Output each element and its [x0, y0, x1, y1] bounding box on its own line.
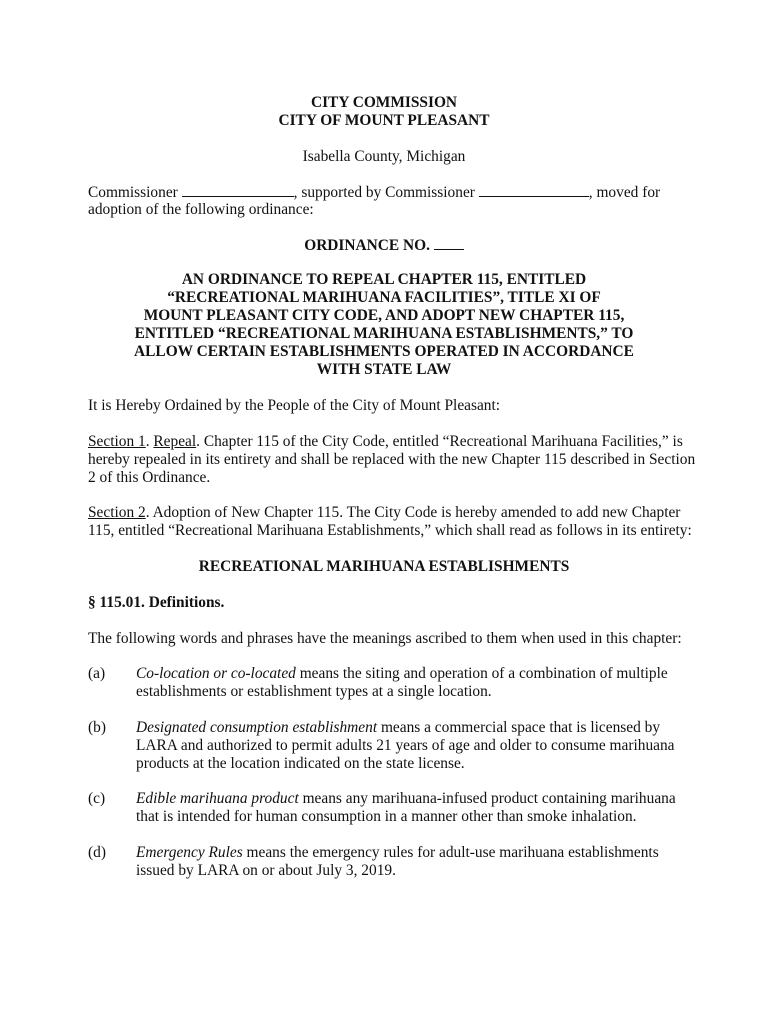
ordinance-number-blank	[434, 236, 464, 250]
definition-b-line-1	[136, 719, 680, 737]
definition-text: means any marihuana-infused product containing marihuana	[298, 790, 676, 807]
motion-line-1	[88, 183, 680, 202]
definitions-heading: § 115.01. Definitions.	[88, 594, 225, 611]
definition-a-line-1	[136, 665, 680, 683]
definition-term: Edible marihuana product	[136, 790, 299, 807]
definition-term: Co-location or co-located	[136, 665, 296, 682]
ordinance-number	[86, 236, 682, 255]
definition-label: (d)	[88, 844, 106, 861]
ordinance-title-line: ALLOW CERTAIN ESTABLISHMENTS OPERATED IN ACCORDANCE	[134, 343, 634, 360]
definition-term: Emergency Rules	[136, 844, 243, 861]
section-1-line-3: 2 of this Ordinance.	[88, 469, 211, 486]
county-line: Isabella County, Michigan	[302, 148, 466, 165]
motion-line-2: adoption of the following ordinance:	[88, 201, 314, 218]
section-1-text-1: . Chapter 115 of the City Code, entitled “Recreational Marihuana Facilities,” is	[196, 433, 683, 450]
motion-moved: , moved for	[588, 184, 661, 201]
section-2-text-1: . Adoption of New Chapter 115. The City Code is hereby amended to add new Chapter	[145, 504, 681, 521]
ordinance-title-line: MOUNT PLEASANT CITY CODE, AND ADOPT NEW CHAPTER 115,	[143, 307, 625, 324]
ordinance-title-line: “RECREATIONAL MARIHUANA FACILITIES”, TITLE XI OF	[167, 289, 601, 306]
header-line-1: CITY COMMISSION	[310, 94, 458, 111]
definition-label: (a)	[88, 665, 106, 682]
ordinance-number-label: ORDINANCE NO.	[304, 237, 430, 254]
commissioner-blank-2	[479, 183, 589, 197]
definition-b-line-3: products at the location indicated on the state license.	[136, 755, 465, 772]
chapter-title: RECREATIONAL MARIHUANA ESTABLISHMENTS	[198, 558, 570, 575]
ordinance-title-line: ENTITLED “RECREATIONAL MARIHUANA ESTABLISHMENTS,” TO	[134, 325, 634, 342]
header-line-2: CITY OF MOUNT PLEASANT	[278, 112, 490, 129]
definition-c-line-1	[136, 790, 680, 808]
section-1-line-1	[88, 433, 683, 451]
definition-text: means the siting and operation of a combination of multiple	[295, 665, 668, 682]
ordained-statement: It is Hereby Ordained by the People of the City of Mount Pleasant:	[88, 397, 501, 414]
definition-label: (c)	[88, 790, 106, 807]
definition-c-line-2: that is intended for human consumption in a manner other than smoke inhalation.	[136, 808, 637, 825]
ordinance-title-line: WITH STATE LAW	[316, 361, 452, 378]
motion-supported: , supported by Commissioner	[293, 184, 475, 201]
commissioner-blank-1	[182, 183, 294, 197]
definitions-intro: The following words and phrases have the meanings ascribed to them when used in this chapter:	[88, 630, 682, 647]
definition-a-line-2: establishments or establishment types at a single location.	[136, 683, 492, 700]
definition-d-line-1	[136, 844, 680, 862]
section-2-line-1	[88, 504, 680, 522]
motion-commissioner: Commissioner	[88, 184, 178, 201]
section-1-label: Section 1	[88, 433, 146, 450]
definition-text: means the emergency rules for adult-use marihuana establishments	[242, 844, 659, 861]
section-1-line-2: hereby repealed in its entirety and shall be replaced with the new Chapter 115 described in Section	[88, 451, 696, 468]
definition-term: Designated consumption establishment	[136, 719, 378, 736]
definition-text: means a commercial space that is licensed by	[377, 719, 661, 736]
section-2-line-2: 115, entitled “Recreational Marihuana Establishments,” which shall read as follows in its entirety:	[88, 522, 692, 539]
section-2-label: Section 2	[88, 504, 146, 521]
definition-b-line-2: LARA and authorized to permit adults 21 years of age and older to consume marihuana	[136, 737, 675, 754]
ordinance-title-line: AN ORDINANCE TO REPEAL CHAPTER 115, ENTITLED	[181, 271, 587, 288]
section-1-heading: Repeal	[153, 433, 197, 450]
definition-d-line-2: issued by LARA on or about July 3, 2019.	[136, 862, 396, 879]
section-1-sep: .	[145, 433, 154, 450]
definition-label: (b)	[88, 719, 106, 736]
